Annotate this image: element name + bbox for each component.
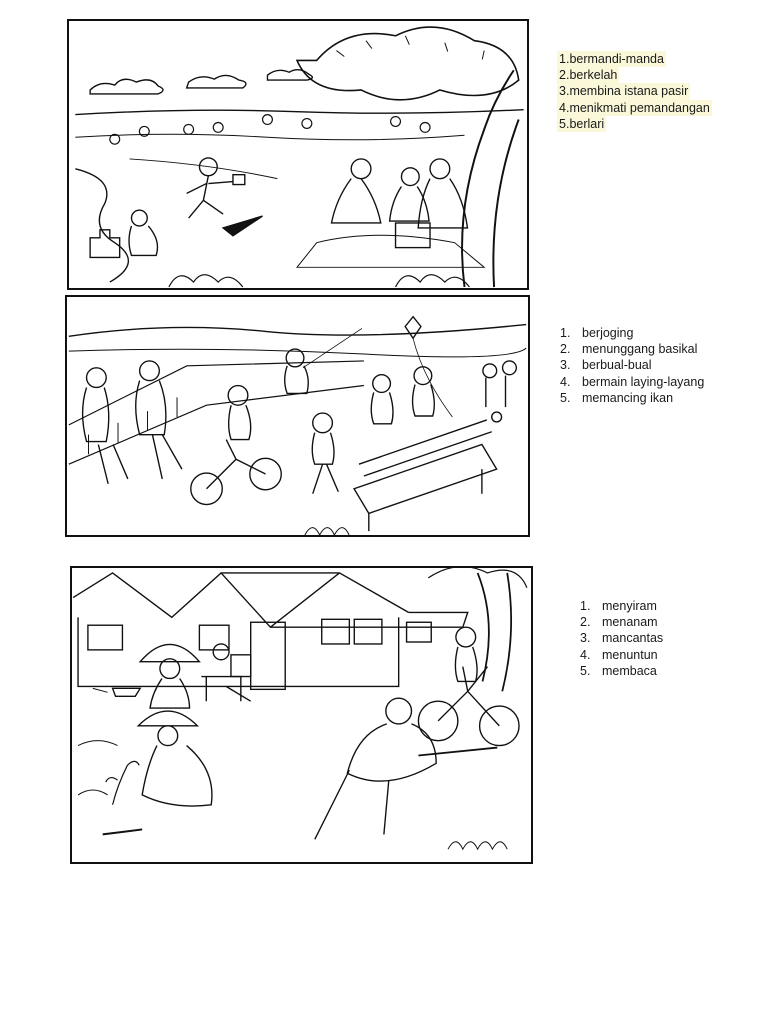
list-item [560, 374, 704, 390]
list-number: 5. [560, 390, 571, 405]
list-number: 1. [559, 52, 570, 66]
list-text: berjoging [582, 326, 634, 340]
beach-picture [67, 19, 529, 290]
list-text: berlari [569, 116, 605, 131]
list-item [560, 357, 704, 373]
list-text: menanam [602, 615, 658, 630]
list-item [560, 341, 704, 357]
list-item [580, 630, 663, 646]
list-text: memancing ikan [582, 390, 674, 405]
list-number: 1. [560, 326, 571, 340]
list-number: 4. [560, 374, 571, 389]
list-item [560, 325, 704, 341]
list-item [580, 647, 663, 663]
list-text: membaca [602, 663, 657, 678]
list-item [557, 67, 619, 83]
list-number: 3. [560, 358, 571, 373]
list-number: 3. [559, 84, 570, 99]
list-item [557, 116, 606, 132]
list-number: 2. [580, 615, 591, 630]
park-activity-list [560, 325, 704, 406]
list-text: berbual-bual [582, 358, 652, 373]
list-text: bermandi-manda [569, 52, 664, 66]
list-text: mancantas [602, 631, 664, 646]
list-text: menuntun [602, 647, 658, 662]
park-picture [65, 295, 530, 537]
list-number: 4. [559, 100, 570, 115]
list-text: menunggang basikal [582, 342, 698, 357]
list-item [580, 663, 663, 679]
list-number: 5. [559, 116, 570, 131]
list-item [557, 51, 666, 67]
list-number: 2. [560, 342, 571, 357]
beach-activity-list [557, 51, 712, 132]
list-text: menyiram [602, 599, 657, 613]
list-text: berkelah [569, 68, 618, 83]
list-text: bermain laying-layang [582, 374, 705, 389]
list-item [557, 83, 690, 99]
list-number: 1. [580, 599, 591, 613]
list-item [557, 100, 712, 116]
list-item [580, 614, 663, 630]
list-number: 2. [559, 68, 570, 83]
list-item [580, 598, 663, 614]
list-text: membina istana pasir [569, 84, 689, 99]
list-number: 4. [580, 647, 591, 662]
list-item [560, 390, 704, 406]
list-text: menikmati pemandangan [569, 100, 710, 115]
list-number: 3. [580, 631, 591, 646]
garden-picture [70, 566, 533, 864]
list-number: 5. [580, 663, 591, 678]
garden-activity-list [580, 598, 663, 679]
